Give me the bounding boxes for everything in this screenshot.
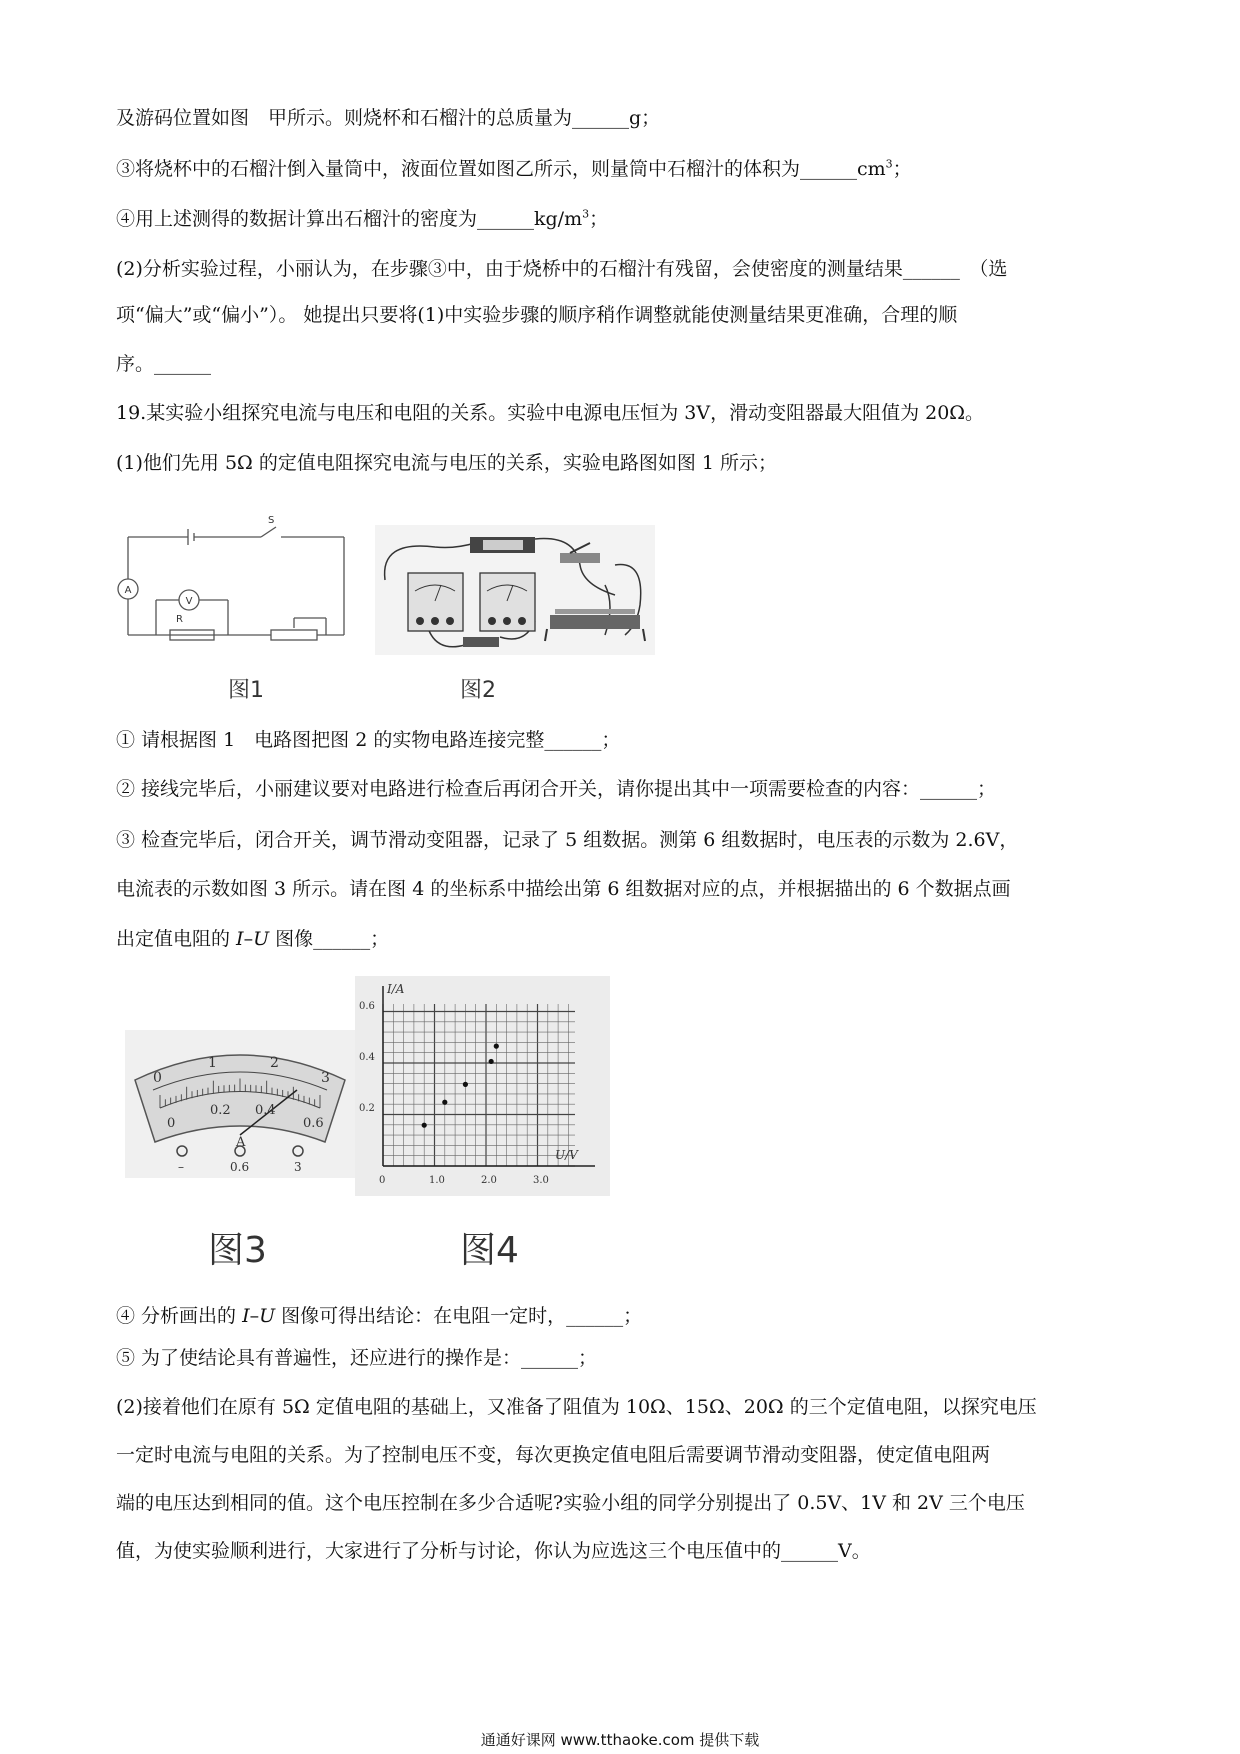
text-line-16: (2)接着他们在原有 5Ω 定值电阻的基础上，又准备了阻值为 10Ω、15Ω、20Ω 的三个定值电阻，以探究电压 [116,1396,1037,1418]
figure-1-caption: 图1 [228,678,264,703]
text-line-11: ③ 检查完毕后，闭合开关，调节滑动变阻器，记录了 5 组数据。测第 6 组数据时，电压表的示数为 2.6V， [116,829,1019,851]
upper-scale-label: 2 [270,1055,279,1071]
symbol-i: I [236,928,244,950]
upper-scale-label: 3 [321,1070,330,1086]
text-line-19: 值，为使实验顺利进行，大家进行了分析与讨论，你认为应选这三个电压值中的______V。 [116,1540,871,1562]
text-line-17: 一定时电流与电阻的关系。为了控制电压不变，每次更换定值电阻后需要调节滑动变阻器，使定值电阻两 [116,1444,991,1466]
x-tick-label: 3.0 [533,1175,549,1186]
y-axis-label: I/A [387,982,405,996]
page-footer: 通通好课网 www.tthaoke.com 提供下载 [480,1731,760,1749]
text-line-3 [116,207,608,231]
terminal-label: 3 [294,1160,302,1174]
text-span: 图像可得出结论：在电阻一定时，______； [275,1305,643,1327]
data-point [442,1100,447,1105]
x-tick-label: 1.0 [429,1175,445,1186]
symbol-u: U [259,1305,276,1327]
figure-4-caption: 图4 [460,1230,519,1271]
figure-1-circuit [116,515,356,645]
figure-2-caption: 图2 [460,678,496,703]
text-line-6: 序。______ [116,353,212,375]
text-line-15: ⑤ 为了使结论具有普遍性，还应进行的操作是：______； [116,1347,598,1369]
text-span: – [249,1305,260,1327]
symbol-u: U [253,928,270,950]
figure-3-caption: 图3 [208,1230,267,1271]
text-line-7: 19.某实验小组探究电流与电压和电阻的关系。实验中电源电压恒为 3V，滑动变阻器最大阻值为 20Ω。 [116,402,985,424]
x-axis-label: U/V [555,1148,578,1162]
text-line-12: 电流表的示数如图 3 所示。请在图 4 的坐标系中描绘出第 6 组数据对应的点，并根据描出的 6 个数据点画 [116,878,1011,900]
symbol-i: I [242,1305,250,1327]
upper-scale-label: 1 [208,1055,217,1071]
data-point [489,1059,494,1064]
figure-2-apparatus [375,525,655,655]
text-line-8: (1)他们先用 5Ω 的定值电阻探究电流与电压的关系，实验电路图如图 1 所示； [116,452,778,474]
text-line-4: (2)分析实验过程，小丽认为，在步骤③中，由于烧桥中的石榴汁有残留，会使密度的测量结果______ （选 [116,258,1008,280]
text-line-5: 项“偏大”或“偏小”）。 她提出只要将(1)中实验步骤的顺序稍作调整就能使测量结果更准确，合理的顺 [116,304,958,326]
x-tick-label: 2.0 [481,1175,497,1186]
switch-label: S [268,515,275,526]
figure-3-ammeter-dial [125,1030,355,1178]
text-line-13 [116,927,389,951]
lower-scale-label: 0.2 [210,1103,231,1118]
text-span: ； [589,208,609,230]
y-tick-label: 0.6 [359,1001,375,1012]
text-span: 出定值电阻的 [116,928,237,950]
voltmeter-label: V [185,596,193,607]
superscript: 3 [582,207,590,221]
text-span: ③将烧杯中的石榴汁倒入量筒中，液面位置如图乙所示，则量筒中石榴汁的体积为______cm [116,158,886,180]
data-point [494,1044,499,1049]
unit-label: A [236,1135,246,1150]
superscript: 3 [885,157,893,171]
lower-scale-label: 0.6 [303,1116,324,1131]
upper-scale-label: 0 [153,1070,162,1086]
data-point [463,1082,468,1087]
text-span: ④ 分析画出的 [116,1305,243,1327]
lower-scale-label: 0 [167,1116,176,1131]
text-line-9: ① 请根据图 1 电路图把图 2 的实物电路连接完整______； [116,729,621,751]
terminal-label: – [178,1160,184,1174]
x-tick-label: 0 [379,1175,386,1186]
text-span: ④用上述测得的数据计算出石榴汁的密度为______kg/m [116,208,583,230]
text-span: ； [892,158,912,180]
figure-4-iu-graph [355,976,610,1196]
text-line-14 [116,1304,642,1328]
text-span: – [243,928,254,950]
text-line-1: 及游码位置如图 甲所示。则烧杯和石榴汁的总质量为______g； [116,107,661,129]
text-span: 图像______； [269,928,390,950]
y-tick-label: 0.4 [359,1052,375,1063]
lower-scale-label: 0.4 [255,1103,276,1118]
text-line-18: 端的电压达到相同的值。这个电压控制在多少合适呢?实验小组的同学分别提出了 0.5V、1V 和 2V 三个电压 [116,1492,1025,1514]
data-point [422,1123,427,1128]
ammeter-label: A [124,585,132,596]
terminal-label: 0.6 [230,1160,250,1174]
resistor-label: R [176,614,183,625]
y-tick-label: 0.2 [359,1103,375,1114]
text-line-2 [116,157,912,181]
text-line-10: ② 接线完毕后，小丽建议要对电路进行检查后再闭合开关，请你提出其中一项需要检查的内容：______； [116,778,997,800]
